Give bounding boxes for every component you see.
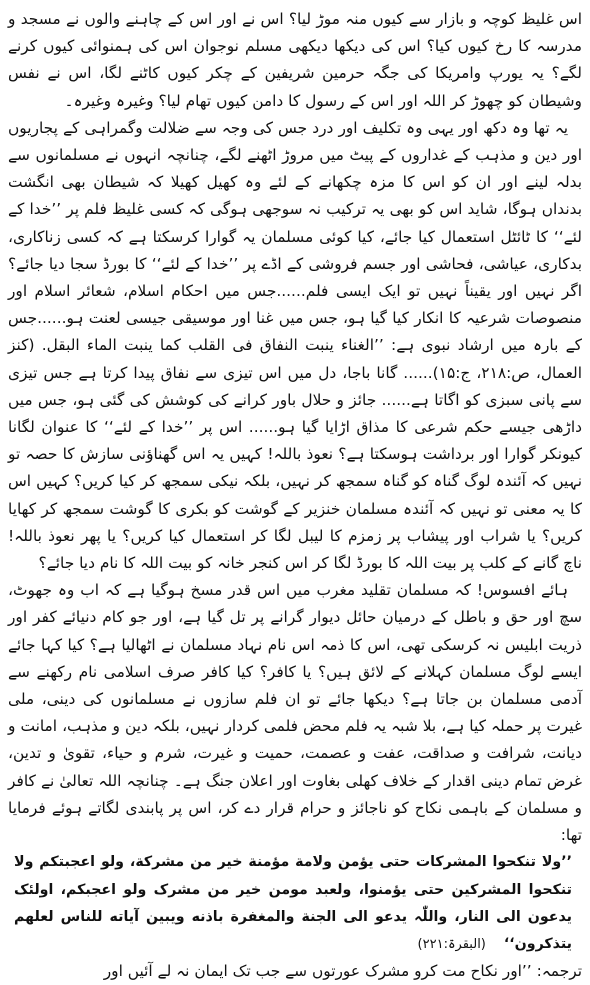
paragraph-3: ہائے افسوس! کہ مسلمان تقلید مغرب میں اس قدر مسخ ہوگیا ہے کہ اب وہ جھوٹ، سچ اور حق و باطل کے درمیان حائل دیوار گرانے پر تل گیا ہے، اور جو کام دنیائے کفر اور ذریت ابلیس نہ کرسکی تھی، اس کا ذمہ اس نام نہاد مسلمان نے اٹھالیا ہے؟ کیا کہا جائے ایسے لوگ مسلمان کہلانے کے لائق ہیں؟ یا کافر؟ کیا کافر صرف اسلامی نام رکھنے سے آدمی مسلمان بن جاتا ہے؟ دیکھا جائے تو ان فلم سازوں نے مسلمانوں کی دینی، ملی غیرت پر حملہ کیا ہے، بلا شبہ یہ فلم محض فلمی کردار نہیں، بلکہ دین و مذہب، امانت و دیانت، شرافت و صداقت، عفت و عصمت، حمیت و غیرت، شرم و حیاء، تقویٰ و تدین، غرض تمام دینی اقدار کے خلاف کھلی بغاوت اور اعلان جنگ ہے۔ چنانچہ اللہ تعالیٰ نے کافر و مسلمان کے باہمی نکاح کو ناجائز و حرام قرار دے کر، اس پر پابندی لگاتے ہوئے فرمایا تھا:: [8, 581, 582, 845]
paragraph-2: یہ تھا وہ دکھ اور یہی وہ تکلیف اور درد جس کی وجہ سے ضلالت وگمراہی کے پجاریوں اور دین و مذہب کے غداروں کے پیٹ میں مروڑ اٹھنے لگے، چنانچہ انہوں نے مسلمانوں سے بدلہ لینے اور ان کو اس کا مزہ چکھانے کے لئے وہ کھیل کھیلا کہ شیطان بھی انگشت بدنداں ہوگا، شاید اس کو بھی یہ ترکیب نہ سوجھی ہوگی کہ کسی غلیظ فلم پر ’’خدا کے لئے‘‘ کا ٹائٹل استعمال کیا جائے، کیا کوئی مسلمان یہ گوارا کرسکتا ہے کہ کسی زناکاری، بدکاری، عیاشی، فحاشی اور جسم فروشی کے اڈے پر ’’خدا کے لئے‘‘ کا بورڈ سجا دیا جائے؟ اگر نہیں اور یقیناً نہیں تو ایک ایسی فلم......جس میں احکام اسلام، شعائر اسلام اور منصوصات شرعیہ کا انکار کیا گیا ہو، جس میں غنا اور موسیقی جیسی لعنت ہو......جس کے بارہ میں ارشاد نبوی ہے: ’’الغناء ینبت النفاق فی القلب کما ینبت الماء البقل. (کنز العمال، ص:۲۱۸، ج:۱۵)...... گانا باجا، دل میں اس تیزی سے نفاق پیدا کرتا ہے جس تیزی سے پانی سبزی کو اگاتا ہے...... جائز و حلال باور کرانے کی کوشش کی گئی ہو، جس میں داڑھی جیسے حکم شرعی کا مذاق اڑایا گیا ہو...... اس پر ’’خدا کے لئے‘‘ کا عنوان لگانا کیونکر گوارا اور برداشت ہوسکتا ہے؟ نعوذ باللہ! کہیں یہ اس گھناؤنی سازش کا حصہ تو نہیں کہ آئندہ لوگ گناہ کو گناہ سمجھ کر نہیں، بلکہ نیکی سمجھ کر کیا کریں؟ کہیں اس کا یہ معنی تو نہیں کہ آئندہ مسلمان خنزیر کے گوشت کو بکری کا گوشت سمجھ کر کھایا کریں؟ یا شراب اور پیشاب پر زمزم کا لیبل لگا کر استعمال کیا کریں؟ یا پھر نعوذ باللہ! ناچ گانے کے کلب پر بیت اللہ کا بورڈ لگا کر اس کنجر خانہ کو بیت اللہ کا نام دیا جائے؟: [8, 118, 583, 573]
quran-verse: [8, 849, 582, 958]
translation-line: ترجمہ: ’’اور نکاح مت کرو مشرک عورتوں سے جب تک ایمان نہ لے آئیں اور: [103, 962, 582, 981]
verse-reference: (البقرۃ:۲۲۱): [417, 936, 486, 952]
paragraph-1: اس غلیظ کوچہ و بازار سے کیوں منہ موڑ لیا؟ اس نے اور اس کے چاہنے والوں نے مسجد و مدرسہ کا رخ کیوں کیا؟ اس کی دیکھا دیکھی مسلم نوجوان اس کی ہمنوائی کیوں کرنے لگے؟ یہ یورپ وامریکا کی جگہ حرمین شریفین کے چکر کیوں کاٹنے لگا، اس نے نفس وشیطان کو چھوڑ کر اللہ اور اس کے رسول کا دامن کیوں تھام لیا؟ وغیرہ وغیرہ۔: [8, 10, 582, 110]
quran-verse-text: ’’ولا تنکحوا المشرکات حتی یؤمن ولامة مؤمنة خیر من مشرکة، ولو اعجبتکم ولا تنکحوا المشرکین حتی یؤمنوا، ولعبد مومن خیر من مشرک ولو اعجبکم، اولئک یدعون الی النار، واللّٰہ یدعو الی الجنة والمغفرة باذنه ویبین آیاته للناس لعلهم یتذکرون‘‘: [14, 854, 572, 952]
